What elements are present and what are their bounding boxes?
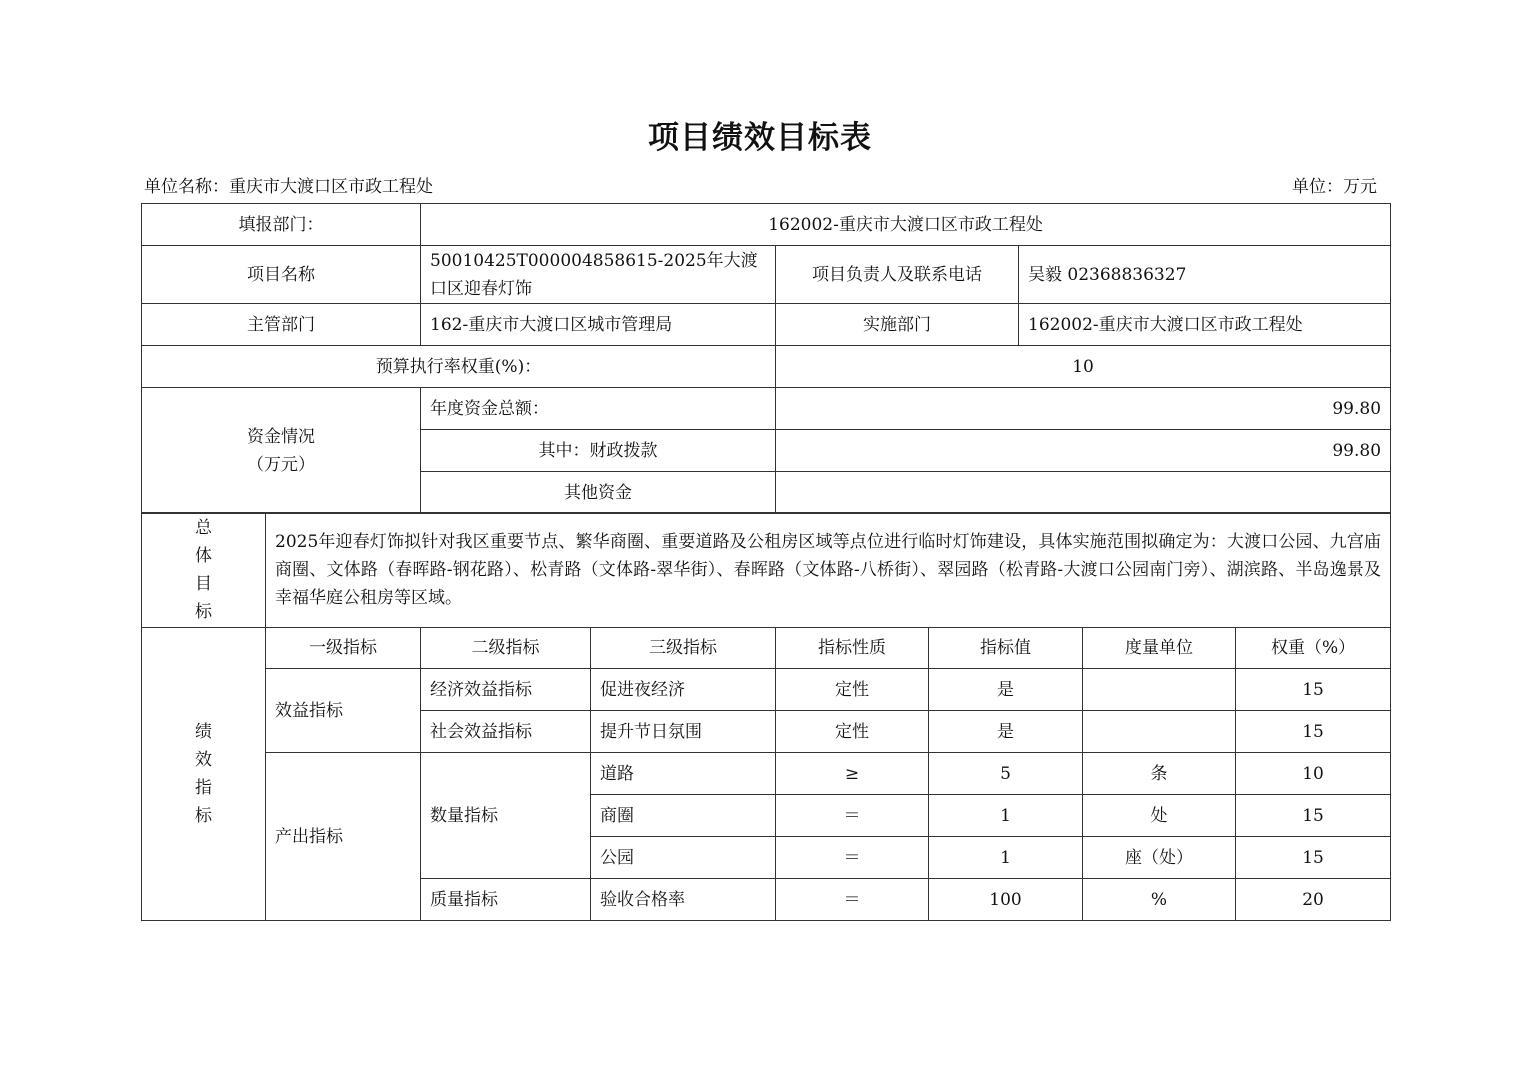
goal-label-char: 体 <box>195 546 212 566</box>
fiscal-label: 其中：财政拨款 <box>421 430 776 472</box>
value: 1 <box>929 837 1083 879</box>
project-info-table <box>141 203 1391 514</box>
unit: 处 <box>1083 795 1236 837</box>
indicator-label-char: 标 <box>195 806 212 826</box>
currency-unit: 单位：万元 <box>1292 177 1377 197</box>
level3: 公园 <box>591 837 776 879</box>
value: 是 <box>929 669 1083 711</box>
table-row <box>142 753 1391 795</box>
level3: 商圈 <box>591 795 776 837</box>
header-l2: 二级指标 <box>421 628 591 669</box>
project-name-label: 项目名称 <box>142 246 421 304</box>
fill-dept-label: 填报部门： <box>142 204 421 246</box>
nature: 定性 <box>776 711 929 753</box>
weight: 20 <box>1236 879 1391 921</box>
leader: 吴毅 02368836327 <box>1019 246 1391 304</box>
goal-label <box>142 513 266 628</box>
fill-dept: 162002-重庆市大渡口区市政工程处 <box>421 204 1391 246</box>
weight: 10 <box>1236 753 1391 795</box>
header-l1: 一级指标 <box>266 628 421 669</box>
level1: 产出指标 <box>266 753 421 921</box>
level3: 道路 <box>591 753 776 795</box>
level1: 效益指标 <box>266 669 421 753</box>
weight: 15 <box>1236 837 1391 879</box>
impl-dept-label: 实施部门 <box>776 304 1019 346</box>
indicator-label-char: 绩 <box>195 722 212 742</box>
budget-weight-label: 预算执行率权重(%)： <box>142 346 776 388</box>
goal-label-char: 目 <box>195 574 212 594</box>
annual-total: 99.80 <box>776 388 1391 430</box>
level2: 质量指标 <box>421 879 591 921</box>
level3: 提升节日氛围 <box>591 711 776 753</box>
table-row <box>142 669 1391 711</box>
project-name: 50010425T000004858615-2025年大渡口区迎春灯饰 <box>421 246 776 304</box>
value: 100 <box>929 879 1083 921</box>
funds-label: 资金情况 <box>247 426 315 447</box>
header-nature: 指标性质 <box>776 628 929 669</box>
value: 是 <box>929 711 1083 753</box>
unit: 座（处） <box>1083 837 1236 879</box>
unit <box>1083 711 1236 753</box>
unit: 条 <box>1083 753 1236 795</box>
value: 5 <box>929 753 1083 795</box>
funds-unit: （万元） <box>247 454 315 475</box>
level2: 数量指标 <box>421 753 591 879</box>
page-title: 项目绩效目标表 <box>648 120 872 156</box>
goal-text: 2025年迎春灯饰拟针对我区重要节点、繁华商圈、重要道路及公租房区域等点位进行临时灯饰建设，具体实施范围拟确定为：大渡口公园、九宫庙商圈、文体路（春晖路-钢花路）、松青路（文体路-翠华街）、春晖路（文体路-八桥街）、翠园路（松青路-大渡口公园南门旁）、湖滨路、半岛逸景及幸福华庭公租房等区域。 <box>266 513 1391 628</box>
competent-dept: 162-重庆市大渡口区城市管理局 <box>421 304 776 346</box>
funds-cell <box>142 388 421 514</box>
nature: ≥ <box>776 753 929 795</box>
header-weight: 权重（%） <box>1236 628 1391 669</box>
nature: ＝ <box>776 879 929 921</box>
other <box>776 472 1391 514</box>
value: 1 <box>929 795 1083 837</box>
goal-label-char: 标 <box>195 602 212 622</box>
unit <box>1083 669 1236 711</box>
annual-total-label: 年度资金总额： <box>421 388 776 430</box>
level3: 验收合格率 <box>591 879 776 921</box>
indicator-label-char: 效 <box>195 750 212 770</box>
leader-label: 项目负责人及联系电话 <box>776 246 1019 304</box>
unit-name: 单位名称：重庆市大渡口区市政工程处 <box>144 177 433 197</box>
indicator-table <box>141 512 1391 921</box>
nature: 定性 <box>776 669 929 711</box>
weight: 15 <box>1236 711 1391 753</box>
fiscal: 99.80 <box>776 430 1391 472</box>
other-label: 其他资金 <box>421 472 776 514</box>
competent-dept-label: 主管部门 <box>142 304 421 346</box>
header-value: 指标值 <box>929 628 1083 669</box>
header-unit: 度量单位 <box>1083 628 1236 669</box>
budget-weight: 10 <box>776 346 1391 388</box>
unit: % <box>1083 879 1236 921</box>
level3: 促进夜经济 <box>591 669 776 711</box>
nature: ＝ <box>776 837 929 879</box>
level2: 经济效益指标 <box>421 669 591 711</box>
indicator-label <box>142 628 266 921</box>
indicator-label-char: 指 <box>195 778 212 798</box>
weight: 15 <box>1236 795 1391 837</box>
nature: ＝ <box>776 795 929 837</box>
header-l3: 三级指标 <box>591 628 776 669</box>
weight: 15 <box>1236 669 1391 711</box>
impl-dept: 162002-重庆市大渡口区市政工程处 <box>1019 304 1391 346</box>
level2: 社会效益指标 <box>421 711 591 753</box>
goal-label-char: 总 <box>195 518 212 538</box>
